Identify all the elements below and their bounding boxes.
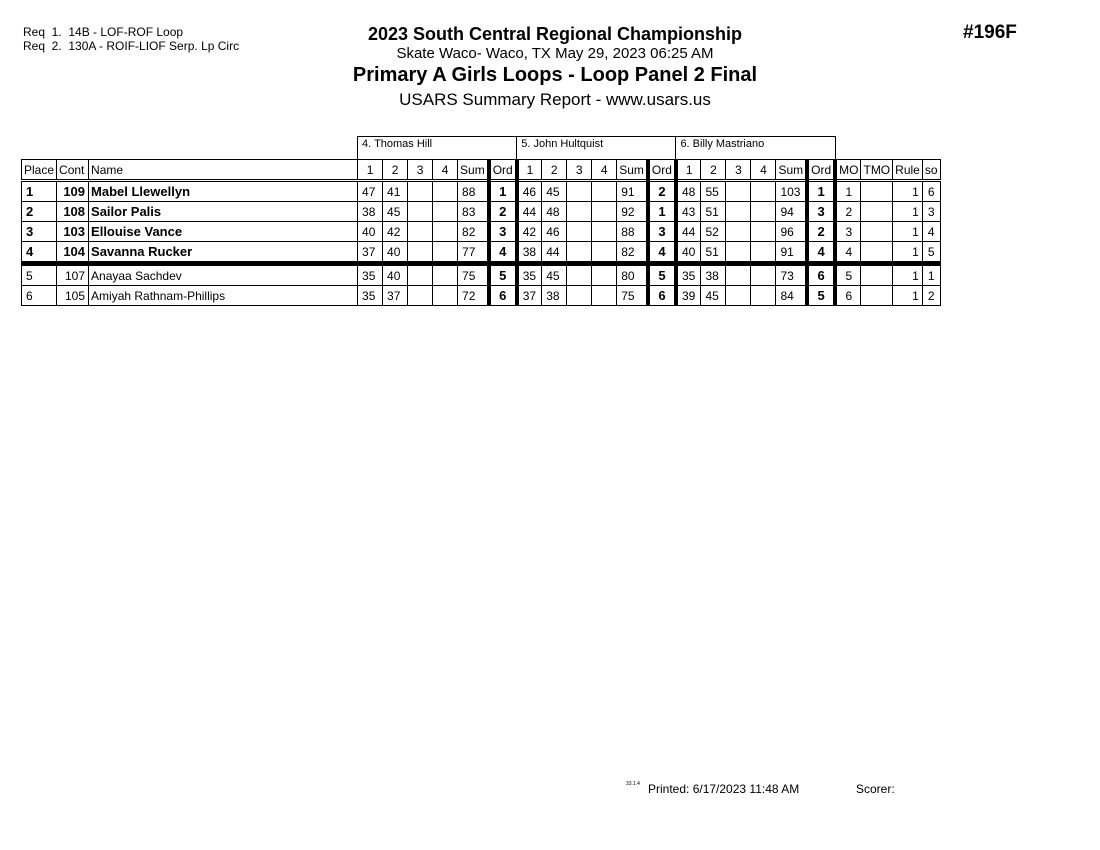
col-j3-s2: 2 bbox=[701, 160, 726, 181]
ordinal-cell: 4 bbox=[489, 242, 517, 264]
sum-cell: 88 bbox=[458, 181, 489, 202]
col-tmo: TMO bbox=[861, 160, 893, 181]
score-3-cell bbox=[408, 181, 433, 202]
report-line: USARS Summary Report - www.usars.us bbox=[399, 90, 711, 109]
place-cell: 3 bbox=[22, 222, 57, 242]
sum-cell: 103 bbox=[776, 181, 807, 202]
score-3-cell bbox=[726, 242, 751, 264]
rule-cell: 1 bbox=[893, 242, 923, 264]
score-1-cell: 40 bbox=[676, 242, 701, 264]
col-j2-ord: Ord bbox=[648, 160, 676, 181]
score-4-cell bbox=[751, 286, 776, 306]
so-cell: 3 bbox=[922, 202, 940, 222]
score-1-cell: 35 bbox=[517, 264, 542, 286]
sum-cell: 92 bbox=[617, 202, 648, 222]
ordinal-cell: 1 bbox=[807, 181, 835, 202]
ordinal-cell: 1 bbox=[489, 181, 517, 202]
score-3-cell bbox=[567, 181, 592, 202]
tmo-cell bbox=[861, 286, 893, 306]
score-2-cell: 44 bbox=[542, 242, 567, 264]
mo-cell: 6 bbox=[835, 286, 861, 306]
sum-cell: 77 bbox=[458, 242, 489, 264]
score-2-cell: 37 bbox=[383, 286, 408, 306]
score-1-cell: 35 bbox=[358, 286, 383, 306]
col-j1-ord: Ord bbox=[489, 160, 517, 181]
col-j3-s4: 4 bbox=[751, 160, 776, 181]
score-3-cell bbox=[408, 242, 433, 264]
ordinal-cell: 5 bbox=[489, 264, 517, 286]
score-3-cell bbox=[408, 264, 433, 286]
col-place: Place bbox=[22, 160, 57, 181]
score-3-cell bbox=[567, 286, 592, 306]
col-j2-s3: 3 bbox=[567, 160, 592, 181]
score-2-cell: 51 bbox=[701, 202, 726, 222]
sum-cell: 84 bbox=[776, 286, 807, 306]
ordinal-cell: 2 bbox=[807, 222, 835, 242]
judge-header-row bbox=[22, 137, 941, 160]
score-2-cell: 55 bbox=[701, 181, 726, 202]
sum-cell: 80 bbox=[617, 264, 648, 286]
sum-cell: 73 bbox=[776, 264, 807, 286]
mo-cell: 2 bbox=[835, 202, 861, 222]
score-1-cell: 38 bbox=[517, 242, 542, 264]
score-3-cell bbox=[726, 202, 751, 222]
name-cell: Amiyah Rathnam-Phillips bbox=[89, 286, 358, 306]
event-title: Primary A Girls Loops - Loop Panel 2 Final bbox=[352, 64, 758, 86]
requirements bbox=[23, 25, 239, 53]
cont-cell: 109 bbox=[57, 181, 89, 202]
so-cell: 2 bbox=[922, 286, 940, 306]
sum-cell: 72 bbox=[458, 286, 489, 306]
place-cell: 5 bbox=[22, 264, 57, 286]
score-2-cell: 45 bbox=[383, 202, 408, 222]
table-row bbox=[22, 242, 941, 264]
score-3-cell bbox=[567, 202, 592, 222]
cont-cell: 107 bbox=[57, 264, 89, 286]
score-4-cell bbox=[592, 264, 617, 286]
sum-cell: 82 bbox=[617, 242, 648, 264]
score-4-cell bbox=[751, 202, 776, 222]
name-cell: Savanna Rucker bbox=[89, 242, 358, 264]
col-j2-s1: 1 bbox=[517, 160, 542, 181]
col-j1-sum: Sum bbox=[458, 160, 489, 181]
score-4-cell bbox=[592, 222, 617, 242]
score-2-cell: 52 bbox=[701, 222, 726, 242]
sum-cell: 75 bbox=[458, 264, 489, 286]
table-row bbox=[22, 286, 941, 306]
mo-cell: 4 bbox=[835, 242, 861, 264]
score-4-cell bbox=[751, 181, 776, 202]
tmo-cell bbox=[861, 202, 893, 222]
printed-timestamp: Printed: 6/17/2023 11:48 AM bbox=[648, 782, 800, 796]
score-3-cell bbox=[567, 222, 592, 242]
name-cell: Mabel Llewellyn bbox=[89, 181, 358, 202]
rule-cell: 1 bbox=[893, 286, 923, 306]
sum-cell: 88 bbox=[617, 222, 648, 242]
col-j1-s4: 4 bbox=[433, 160, 458, 181]
name-cell: Ellouise Vance bbox=[89, 222, 358, 242]
ordinal-cell: 3 bbox=[489, 222, 517, 242]
score-4-cell bbox=[433, 202, 458, 222]
ordinal-cell: 5 bbox=[807, 286, 835, 306]
rule-cell: 1 bbox=[893, 222, 923, 242]
ordinal-cell: 2 bbox=[648, 181, 676, 202]
table-row bbox=[22, 222, 941, 242]
col-j3-s3: 3 bbox=[726, 160, 751, 181]
score-1-cell: 37 bbox=[358, 242, 383, 264]
col-mo: MO bbox=[835, 160, 861, 181]
score-4-cell bbox=[592, 202, 617, 222]
col-j1-s2: 2 bbox=[383, 160, 408, 181]
sum-cell: 96 bbox=[776, 222, 807, 242]
requirement-1: Req 1. 14B - LOF-ROF Loop bbox=[23, 25, 184, 39]
sum-cell: 83 bbox=[458, 202, 489, 222]
score-3-cell bbox=[567, 242, 592, 264]
score-4-cell bbox=[433, 286, 458, 306]
score-3-cell bbox=[726, 264, 751, 286]
score-2-cell: 40 bbox=[383, 242, 408, 264]
event-number: #196F bbox=[963, 22, 1017, 43]
rule-cell: 1 bbox=[893, 264, 923, 286]
col-so: so bbox=[922, 160, 940, 181]
score-1-cell: 44 bbox=[676, 222, 701, 242]
score-1-cell: 44 bbox=[517, 202, 542, 222]
ordinal-cell: 1 bbox=[648, 202, 676, 222]
cont-cell: 105 bbox=[57, 286, 89, 306]
tmo-cell bbox=[861, 242, 893, 264]
score-4-cell bbox=[433, 222, 458, 242]
score-2-cell: 38 bbox=[701, 264, 726, 286]
col-cont: Cont bbox=[57, 160, 89, 181]
score-4-cell bbox=[751, 242, 776, 264]
sum-cell: 91 bbox=[617, 181, 648, 202]
score-1-cell: 40 bbox=[358, 222, 383, 242]
tmo-cell bbox=[861, 222, 893, 242]
col-j3-ord: Ord bbox=[807, 160, 835, 181]
rule-cell: 1 bbox=[893, 181, 923, 202]
score-2-cell: 45 bbox=[542, 181, 567, 202]
version-text: 33.1.4 bbox=[626, 781, 640, 787]
score-1-cell: 37 bbox=[517, 286, 542, 306]
score-2-cell: 45 bbox=[542, 264, 567, 286]
score-1-cell: 35 bbox=[676, 264, 701, 286]
col-j3-s1: 1 bbox=[676, 160, 701, 181]
score-2-cell: 40 bbox=[383, 264, 408, 286]
col-rule: Rule bbox=[893, 160, 923, 181]
score-2-cell: 46 bbox=[542, 222, 567, 242]
score-4-cell bbox=[751, 264, 776, 286]
competition-title: 2023 South Central Regional Championship bbox=[367, 24, 743, 44]
score-1-cell: 48 bbox=[676, 181, 701, 202]
judge-3-name: 6. Billy Mastriano bbox=[676, 137, 835, 160]
results-body bbox=[22, 181, 941, 306]
score-4-cell bbox=[433, 264, 458, 286]
place-cell: 2 bbox=[22, 202, 57, 222]
name-cell: Anayaa Sachdev bbox=[89, 264, 358, 286]
score-2-cell: 38 bbox=[542, 286, 567, 306]
so-cell: 1 bbox=[922, 264, 940, 286]
score-4-cell bbox=[433, 181, 458, 202]
sum-cell: 82 bbox=[458, 222, 489, 242]
table-row bbox=[22, 264, 941, 286]
tmo-cell bbox=[861, 181, 893, 202]
mo-cell: 5 bbox=[835, 264, 861, 286]
score-2-cell: 42 bbox=[383, 222, 408, 242]
ordinal-cell: 6 bbox=[807, 264, 835, 286]
venue-line: Skate Waco- Waco, TX May 29, 2023 06:25 AM bbox=[396, 45, 714, 62]
rule-cell: 1 bbox=[893, 202, 923, 222]
score-3-cell bbox=[726, 181, 751, 202]
score-1-cell: 39 bbox=[676, 286, 701, 306]
ordinal-cell: 3 bbox=[807, 202, 835, 222]
col-j3-sum: Sum bbox=[776, 160, 807, 181]
score-1-cell: 38 bbox=[358, 202, 383, 222]
ordinal-cell: 2 bbox=[489, 202, 517, 222]
table-row bbox=[22, 181, 941, 202]
ordinal-cell: 6 bbox=[648, 286, 676, 306]
score-1-cell: 35 bbox=[358, 264, 383, 286]
cont-cell: 104 bbox=[57, 242, 89, 264]
score-2-cell: 45 bbox=[701, 286, 726, 306]
sum-cell: 75 bbox=[617, 286, 648, 306]
requirement-2: Req 2. 130A - ROIF-LIOF Serp. Lp Circ bbox=[23, 39, 240, 53]
score-3-cell bbox=[726, 286, 751, 306]
tmo-cell bbox=[861, 264, 893, 286]
score-2-cell: 41 bbox=[383, 181, 408, 202]
sum-cell: 91 bbox=[776, 242, 807, 264]
ordinal-cell: 3 bbox=[648, 222, 676, 242]
score-1-cell: 42 bbox=[517, 222, 542, 242]
ordinal-cell: 6 bbox=[489, 286, 517, 306]
table-row bbox=[22, 202, 941, 222]
score-4-cell bbox=[751, 222, 776, 242]
ordinal-cell: 4 bbox=[807, 242, 835, 264]
ordinal-cell: 4 bbox=[648, 242, 676, 264]
score-3-cell bbox=[408, 286, 433, 306]
col-j2-sum: Sum bbox=[617, 160, 648, 181]
column-header-row bbox=[22, 160, 941, 181]
score-1-cell: 46 bbox=[517, 181, 542, 202]
col-j2-s2: 2 bbox=[542, 160, 567, 181]
cont-cell: 103 bbox=[57, 222, 89, 242]
place-cell: 4 bbox=[22, 242, 57, 264]
results-table bbox=[21, 136, 941, 306]
cont-cell: 108 bbox=[57, 202, 89, 222]
col-j2-s4: 4 bbox=[592, 160, 617, 181]
score-1-cell: 43 bbox=[676, 202, 701, 222]
col-j1-s3: 3 bbox=[408, 160, 433, 181]
sum-cell: 94 bbox=[776, 202, 807, 222]
col-name: Name bbox=[89, 160, 358, 181]
mo-cell: 3 bbox=[835, 222, 861, 242]
score-2-cell: 48 bbox=[542, 202, 567, 222]
score-3-cell bbox=[408, 222, 433, 242]
mo-cell: 1 bbox=[835, 181, 861, 202]
scorer-label: Scorer: bbox=[856, 782, 895, 796]
so-cell: 6 bbox=[922, 181, 940, 202]
score-4-cell bbox=[592, 181, 617, 202]
judge-1-name: 4. Thomas Hill bbox=[358, 137, 517, 160]
score-4-cell bbox=[592, 286, 617, 306]
so-cell: 4 bbox=[922, 222, 940, 242]
score-4-cell bbox=[592, 242, 617, 264]
place-cell: 1 bbox=[22, 181, 57, 202]
score-3-cell bbox=[408, 202, 433, 222]
judge-2-name: 5. John Hultquist bbox=[517, 137, 676, 160]
name-cell: Sailor Palis bbox=[89, 202, 358, 222]
col-j1-s1: 1 bbox=[358, 160, 383, 181]
place-cell: 6 bbox=[22, 286, 57, 306]
so-cell: 5 bbox=[922, 242, 940, 264]
score-1-cell: 47 bbox=[358, 181, 383, 202]
ordinal-cell: 5 bbox=[648, 264, 676, 286]
score-2-cell: 51 bbox=[701, 242, 726, 264]
score-4-cell bbox=[433, 242, 458, 264]
score-3-cell bbox=[567, 264, 592, 286]
score-3-cell bbox=[726, 222, 751, 242]
